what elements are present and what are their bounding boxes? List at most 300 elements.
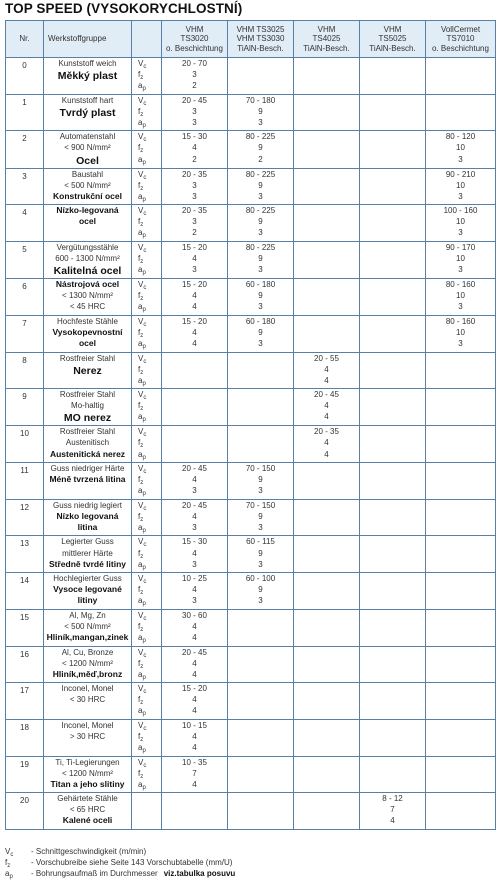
symbol-p <box>138 154 161 165</box>
symbol-c <box>138 131 161 142</box>
row-number: 9 <box>6 389 44 426</box>
legend-subscript: z <box>7 863 11 869</box>
material-group <box>44 131 132 168</box>
table-row <box>6 389 496 426</box>
cell-value: 80 - 225 <box>245 132 276 142</box>
cell-value: 80 - 225 <box>245 242 276 252</box>
symbol-letter: V <box>138 59 144 68</box>
legend-text: - Bohrungsaufmaß im Durchmesser <box>31 869 158 878</box>
symbol-letter: V <box>138 500 144 510</box>
value-cell-c2 <box>228 315 294 352</box>
material-name-de: Automatenstahl <box>59 132 116 142</box>
symbol-letter: a <box>138 265 143 275</box>
symbol-z <box>138 437 161 448</box>
value-cell-c1 <box>162 352 228 389</box>
material-name-cz: Nízko legovaná <box>56 510 119 521</box>
symbol-p <box>138 559 161 570</box>
symbol-letter: f <box>138 621 141 631</box>
table-row <box>6 499 496 536</box>
symbol-letter: a <box>138 339 143 348</box>
cell-value: 7 <box>390 805 395 815</box>
cell-value: 3 <box>258 117 263 127</box>
value-cell-c4 <box>360 719 426 756</box>
symbol-z <box>138 290 161 301</box>
cell-value: 15 - 20 <box>182 280 207 290</box>
value-cell-c5 <box>426 315 496 352</box>
parameter-symbols <box>132 536 162 573</box>
value-cell-c3 <box>294 536 360 573</box>
cell-value: 2 <box>192 81 197 91</box>
material-name-de: mittlerer Härte <box>62 548 113 558</box>
value-cell-c5 <box>426 389 496 426</box>
value-cell-c2 <box>228 426 294 463</box>
value-cell-c4 <box>360 536 426 573</box>
symbol-subscript: c <box>143 579 147 586</box>
value-cell-c1 <box>162 389 228 426</box>
material-name-cz: Středně tvrdé litiny <box>49 558 126 569</box>
symbol-subscript: c <box>143 174 147 181</box>
material-name-de: Guss niedriger Härte <box>50 464 125 474</box>
symbol-z <box>138 511 161 522</box>
symbol-letter: V <box>138 574 144 584</box>
symbol-letter: f <box>138 180 141 190</box>
row-number: 13 <box>6 536 44 573</box>
parameter-symbols <box>132 499 162 536</box>
cell-value: 20 - 45 <box>182 464 207 474</box>
cell-value: 10 <box>456 327 465 337</box>
symbol-letter: a <box>138 779 143 789</box>
symbol-subscript: p <box>142 233 146 240</box>
parameter-symbols <box>132 646 162 683</box>
value-cell-c3 <box>294 609 360 646</box>
cell-value: 70 - 180 <box>245 95 276 105</box>
cell-value: 80 - 160 <box>445 316 476 326</box>
symbol-subscript: c <box>143 542 147 549</box>
cell-value: 15 - 30 <box>182 132 207 142</box>
symbol-c <box>138 242 161 253</box>
symbol-subscript: z <box>140 480 144 487</box>
value-cell-c1 <box>162 279 228 316</box>
cell-value: 9 <box>258 106 263 116</box>
value-cell-c2 <box>228 389 294 426</box>
cell-value: 3 <box>458 154 463 164</box>
cell-value: 4 <box>192 695 197 705</box>
value-cell-c5 <box>426 646 496 683</box>
value-cell-c5 <box>426 131 496 168</box>
material-group <box>44 536 132 573</box>
material-name-cz: litina <box>77 521 98 532</box>
material-name-de: Al, Cu, Bronze <box>61 647 114 657</box>
value-cell-c1 <box>162 646 228 683</box>
symbol-subscript: c <box>143 615 147 622</box>
symbol-letter: f <box>138 143 141 153</box>
symbol-subscript: z <box>140 222 144 229</box>
material-group <box>44 279 132 316</box>
symbol-subscript: z <box>140 590 144 597</box>
value-cell-c2 <box>228 131 294 168</box>
parameter-symbols <box>132 389 162 426</box>
symbol-p <box>138 522 161 533</box>
material-name-cz: Vysoce legované <box>53 584 122 595</box>
cell-value: 3 <box>192 596 197 606</box>
value-cell-c1 <box>162 205 228 242</box>
legend-symbol <box>5 857 31 868</box>
value-cell-c3 <box>294 94 360 131</box>
header-c2: VHM TS3025 VHM TS3030 TiAlN-Besch. <box>228 21 294 58</box>
legend-text: - Schnittgeschwindigkeit (m/min) <box>31 847 147 856</box>
material-name-cz: Kalené oceli <box>62 815 113 826</box>
cell-value: 3 <box>458 302 463 312</box>
parameter-symbols <box>132 573 162 610</box>
table-row <box>6 536 496 573</box>
cell-value: 80 - 225 <box>245 169 276 179</box>
symbol-c <box>138 169 161 180</box>
value-cell-c5 <box>426 352 496 389</box>
cell-value: 90 - 210 <box>445 169 476 179</box>
material-name-cz: Nízko-legovaná <box>56 205 119 216</box>
legend-symbol <box>5 846 31 857</box>
row-number: 3 <box>6 168 44 205</box>
material-name-de: < 30 HRC <box>69 695 106 705</box>
row-number: 12 <box>6 499 44 536</box>
material-name-cz: Titan a jeho slitiny <box>50 778 125 789</box>
material-name-de: Mo-haltig <box>71 401 104 411</box>
symbol-subscript: c <box>143 247 147 254</box>
value-cell-c5 <box>426 94 496 131</box>
symbol-z <box>138 658 161 669</box>
cell-value: 4 <box>192 743 197 753</box>
symbol-z <box>138 621 161 632</box>
material-group <box>44 352 132 389</box>
symbol-letter: V <box>138 427 144 437</box>
material-name-de: Rostfreier Stahl <box>59 390 116 400</box>
symbol-subscript: z <box>140 443 144 450</box>
symbol-p <box>138 705 161 716</box>
row-number: 0 <box>6 58 44 95</box>
cell-value: 4 <box>324 375 329 385</box>
symbol-p <box>138 632 161 643</box>
value-cell-c1 <box>162 94 228 131</box>
value-cell-c1 <box>162 168 228 205</box>
cell-value: 30 - 60 <box>182 610 207 620</box>
material-name-de: < 1200 N/mm² <box>62 768 113 778</box>
table-row <box>6 463 496 500</box>
cell-value: 3 <box>192 180 197 190</box>
value-cell-c4 <box>360 389 426 426</box>
cell-value: 15 - 30 <box>182 537 207 547</box>
cell-value: 15 - 20 <box>182 242 207 252</box>
material-name-de: < 1200 N/mm² <box>62 658 113 668</box>
value-cell-c4 <box>360 352 426 389</box>
value-cell-c3 <box>294 168 360 205</box>
header-c1: VHM TS3020 o. Beschichtung <box>162 21 228 58</box>
symbol-p <box>138 227 161 238</box>
symbol-letter: V <box>138 464 144 474</box>
cell-value: 4 <box>192 621 197 631</box>
symbol-c <box>138 647 161 658</box>
symbol-subscript: p <box>142 784 146 791</box>
cell-value: 4 <box>192 633 197 642</box>
cell-value: 4 <box>192 339 197 348</box>
symbol-letter: V <box>138 353 144 363</box>
symbol-subscript: p <box>142 564 146 571</box>
cell-value: 3 <box>258 596 263 606</box>
table-row <box>6 793 496 830</box>
symbol-subscript: z <box>140 773 144 780</box>
cell-value: 4 <box>192 706 197 716</box>
table-row <box>6 241 496 278</box>
symbol-z <box>138 327 161 338</box>
legend-reference: viz.tabulka posuvu <box>163 869 236 878</box>
symbol-letter: f <box>138 106 141 116</box>
symbol-letter: a <box>138 228 143 238</box>
symbol-letter: f <box>138 70 141 80</box>
symbol-letter: V <box>138 132 144 142</box>
cell-value: 20 - 45 <box>182 647 207 657</box>
symbol-z <box>138 548 161 559</box>
value-cell-c3 <box>294 279 360 316</box>
symbol-z <box>138 584 161 595</box>
value-cell-c4 <box>360 426 426 463</box>
cell-value: 4 <box>192 254 197 264</box>
symbol-subscript: p <box>142 417 146 424</box>
material-name-de: Kunststoff weich <box>58 59 117 68</box>
material-name-de: Gehärtete Stähle <box>57 794 118 804</box>
symbol-letter: f <box>138 585 141 595</box>
cell-value: 20 - 45 <box>182 95 207 105</box>
page-title: TOP SPEED (VYSOKORYCHLOSTNÍ) <box>5 1 243 16</box>
material-name-de: Legierter Guss <box>61 537 114 547</box>
parameter-symbols <box>132 609 162 646</box>
material-group <box>44 756 132 793</box>
value-cell-c5 <box>426 609 496 646</box>
table-row <box>6 756 496 793</box>
material-name-de: Rostfreier Stahl <box>59 353 116 363</box>
row-number: 1 <box>6 94 44 131</box>
value-cell-c2 <box>228 205 294 242</box>
material-name-cz: Konstrukční ocel <box>53 190 122 201</box>
symbol-p <box>138 779 161 790</box>
symbol-z <box>138 216 161 227</box>
value-cell-c1 <box>162 683 228 720</box>
material-name-cz: litiny <box>77 595 98 606</box>
header-symbol <box>132 21 162 58</box>
value-cell-c1 <box>162 499 228 536</box>
symbol-letter: a <box>138 154 143 164</box>
symbol-p <box>138 301 161 312</box>
symbol-letter: f <box>138 475 141 485</box>
table-row <box>6 352 496 389</box>
symbol-letter: a <box>138 191 143 201</box>
symbol-letter: V <box>138 537 144 547</box>
symbol-c <box>138 610 161 621</box>
material-name-de: Ti, Ti-Legierungen <box>55 757 120 767</box>
symbol-letter: a <box>138 449 143 459</box>
value-cell-c1 <box>162 719 228 756</box>
cell-value: 20 - 45 <box>182 500 207 510</box>
cell-value: 7 <box>192 768 197 778</box>
cell-value: 4 <box>192 143 197 153</box>
value-cell-c2 <box>228 683 294 720</box>
symbol-subscript: c <box>143 395 147 402</box>
material-name-cz: Kalitelná ocel <box>53 265 122 278</box>
cell-value: 70 - 150 <box>245 464 276 474</box>
value-cell-c2 <box>228 463 294 500</box>
material-name-cz: Vysokopevnostní <box>52 326 123 337</box>
value-cell-c5 <box>426 205 496 242</box>
symbol-p <box>138 742 161 753</box>
symbol-subscript: c <box>143 469 147 476</box>
material-group <box>44 683 132 720</box>
parameter-symbols <box>132 426 162 463</box>
symbol-letter: f <box>138 548 141 558</box>
value-cell-c3 <box>294 719 360 756</box>
value-cell-c3 <box>294 646 360 683</box>
symbol-p <box>138 485 161 496</box>
parameter-symbols <box>132 756 162 793</box>
value-cell-c3 <box>294 683 360 720</box>
material-name-de: < 45 HRC <box>69 302 106 312</box>
symbol-c <box>138 316 161 327</box>
symbol-p <box>138 117 161 128</box>
symbol-letter: V <box>138 95 144 105</box>
cell-value: 10 - 35 <box>182 757 207 767</box>
cell-value: 3 <box>192 117 197 127</box>
cell-value: 3 <box>258 559 263 569</box>
parameter-symbols <box>132 94 162 131</box>
table-row <box>6 683 496 720</box>
value-cell-c2 <box>228 168 294 205</box>
value-cell-c5 <box>426 168 496 205</box>
table-row <box>6 646 496 683</box>
row-number: 8 <box>6 352 44 389</box>
symbol-p <box>138 669 161 680</box>
material-name-cz: Méně tvrzená litina <box>49 474 126 485</box>
cell-value: 4 <box>324 412 329 422</box>
material-name-de: Austenitisch <box>65 438 110 448</box>
material-name-de: Inconel, Monel <box>61 720 114 730</box>
cell-value: 20 - 45 <box>314 390 339 400</box>
symbol-letter: f <box>138 254 141 264</box>
value-cell-c2 <box>228 58 294 95</box>
symbol-subscript: z <box>140 259 144 266</box>
symbol-subscript: c <box>143 762 147 769</box>
value-cell-c5 <box>426 279 496 316</box>
symbol-z <box>138 400 161 411</box>
value-cell-c3 <box>294 58 360 95</box>
parameter-symbols <box>132 279 162 316</box>
legend-subscript: c <box>10 852 14 858</box>
symbol-letter: V <box>138 610 144 620</box>
symbol-letter: f <box>138 695 141 705</box>
symbol-subscript: p <box>142 307 146 314</box>
cell-value: 3 <box>458 228 463 238</box>
row-number: 18 <box>6 719 44 756</box>
parameter-symbols <box>132 205 162 242</box>
symbol-letter: V <box>138 684 144 694</box>
cell-value: 8 - 12 <box>382 794 403 804</box>
material-name-de: < 1300 N/mm² <box>62 291 113 301</box>
symbol-letter: a <box>138 596 143 606</box>
symbol-z <box>138 731 161 742</box>
cell-value: 3 <box>258 191 263 201</box>
table-row <box>6 279 496 316</box>
value-cell-c1 <box>162 793 228 830</box>
material-name-cz: Hliník,mangan,zinek <box>46 632 129 642</box>
symbol-subscript: p <box>142 159 146 166</box>
symbol-subscript: p <box>142 380 146 387</box>
value-cell-c3 <box>294 131 360 168</box>
symbol-z <box>138 142 161 153</box>
symbol-letter: V <box>138 242 144 252</box>
symbol-letter: V <box>138 316 144 326</box>
value-cell-c3 <box>294 463 360 500</box>
symbol-subscript: z <box>140 75 144 82</box>
material-group <box>44 646 132 683</box>
cell-value: 4 <box>324 438 329 448</box>
symbol-p <box>138 191 161 202</box>
cell-value: 60 - 115 <box>246 537 275 547</box>
symbol-subscript: p <box>142 527 146 534</box>
symbol-subscript: p <box>142 601 146 608</box>
symbol-z <box>138 69 161 80</box>
material-group <box>44 241 132 278</box>
symbol-z <box>138 474 161 485</box>
cell-value: 3 <box>258 486 263 496</box>
symbol-letter: a <box>138 81 143 91</box>
symbol-letter: f <box>138 511 141 521</box>
cell-value: 60 - 180 <box>245 280 276 290</box>
cell-value: 4 <box>390 816 395 826</box>
cell-value: 90 - 170 <box>445 242 476 252</box>
legend-text: - Vorschubreibe siehe Seite 143 Vorschubtabelle (mm/U) <box>31 858 233 867</box>
material-group <box>44 205 132 242</box>
symbol-c <box>138 389 161 400</box>
cell-value: 4 <box>192 731 197 741</box>
symbol-subscript: p <box>142 122 146 129</box>
value-cell-c4 <box>360 499 426 536</box>
symbol-subscript: c <box>143 652 147 659</box>
cell-value: 70 - 150 <box>245 500 276 510</box>
symbol-subscript: p <box>142 196 146 203</box>
cell-value: 9 <box>258 217 263 227</box>
legend-symbol <box>5 868 31 879</box>
cell-value: 4 <box>192 658 197 668</box>
symbol-subscript: c <box>143 725 147 732</box>
value-cell-c3 <box>294 315 360 352</box>
row-number: 14 <box>6 573 44 610</box>
value-cell-c2 <box>228 609 294 646</box>
row-number: 6 <box>6 279 44 316</box>
table-row <box>6 58 496 95</box>
symbol-letter: f <box>138 217 141 227</box>
cell-value: 3 <box>192 522 197 532</box>
table-row <box>6 315 496 352</box>
symbol-subscript: c <box>143 432 147 439</box>
symbol-subscript: z <box>140 663 144 670</box>
header-c5: VollCermet TS7010 o. Beschichtung <box>426 21 496 58</box>
value-cell-c1 <box>162 609 228 646</box>
value-cell-c4 <box>360 756 426 793</box>
cell-value: 80 - 160 <box>445 280 476 290</box>
cell-value: 10 <box>456 180 465 190</box>
value-cell-c4 <box>360 463 426 500</box>
symbol-p <box>138 338 161 349</box>
symbol-subscript: c <box>143 321 147 328</box>
symbol-letter: a <box>138 375 143 385</box>
cell-value: 2 <box>192 228 197 238</box>
table-row <box>6 573 496 610</box>
